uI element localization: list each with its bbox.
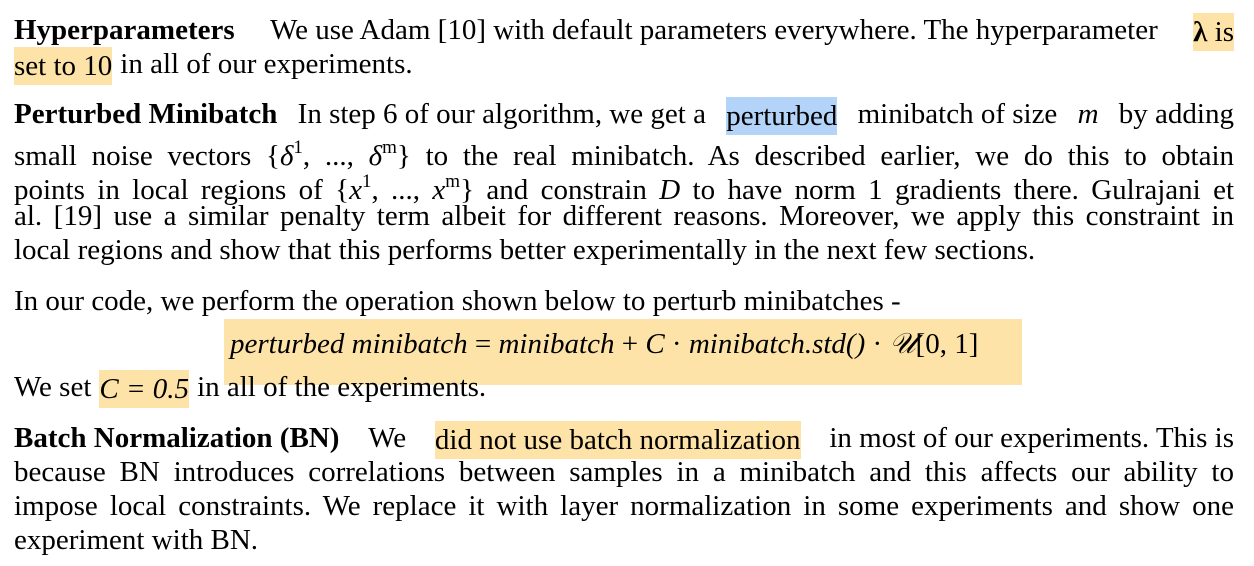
- noise-post: } to the real minibatch. As described earlier, we do this to obtain: [396, 140, 1235, 172]
- perturbed-minibatch-heading: Perturbed Minibatch: [14, 98, 278, 130]
- set-to-10-highlight: set to 10: [14, 47, 112, 85]
- para3-line2: [14, 370, 486, 408]
- para2-line4: [14, 199, 1234, 233]
- para1-line1: [14, 13, 1234, 51]
- para4-line3: [14, 489, 1234, 523]
- lambda-is: is: [1214, 16, 1234, 48]
- para3-line1: [14, 284, 901, 318]
- delta-1-sup: 1: [293, 137, 303, 158]
- x-1: x: [349, 174, 362, 206]
- para4-l1-post: in most of our experiments. This is: [829, 422, 1234, 454]
- lambda-symbol: λ: [1193, 16, 1208, 48]
- batch-normalization-heading: Batch Normalization (BN): [14, 422, 340, 454]
- para2-line1: [14, 97, 1234, 135]
- para2-line5: [14, 233, 1035, 267]
- noise-mid: , ...,: [302, 140, 369, 172]
- var-D: D: [659, 174, 681, 206]
- x-1-sup: 1: [361, 171, 372, 192]
- para1-line2-text: in all of our experiments.: [120, 48, 413, 80]
- para4-l4: experiment with BN.: [14, 524, 259, 556]
- formula-range: [0, 1]: [915, 328, 979, 360]
- points-mid: , ...,: [371, 174, 433, 206]
- points-pre: points in local regions of {: [14, 174, 350, 206]
- para2-l5: local regions and show that this performs better experimentally in the next few sections.: [14, 234, 1036, 266]
- para2-l1-post-a: minibatch of size: [857, 98, 1058, 130]
- c-value-highlight: C = 0.5: [99, 370, 189, 408]
- x-m: x: [432, 174, 446, 206]
- para4-line4: [14, 523, 258, 557]
- delta-1: δ: [279, 140, 294, 172]
- perturbed-highlight: perturbed: [726, 97, 837, 135]
- para4-line2: [14, 455, 1234, 489]
- x-m-sup: m: [445, 171, 461, 192]
- lambda-highlight: [1193, 13, 1234, 51]
- perturb-formula: [230, 327, 978, 361]
- no-bn-highlight: did not use batch normalization: [435, 421, 801, 459]
- formula-minibatch: minibatch: [498, 328, 615, 360]
- para1-text: We use Adam [10] with default parameters everywhere. The hyperparameter: [270, 14, 1158, 46]
- formula-uniform: 𝒰: [889, 328, 916, 360]
- points-post-b: to have norm 1 gradients there. Gulrajani et: [692, 174, 1235, 206]
- formula-c: C: [645, 328, 665, 360]
- para4-l1-pre: We: [368, 422, 407, 454]
- delta-m: δ: [368, 140, 383, 172]
- para1-line2: [14, 47, 413, 85]
- var-m: m: [1077, 98, 1099, 130]
- we-set: We set: [14, 371, 92, 403]
- para4-l3: impose local constraints. We replace it with layer normalization in some experiments and show one: [14, 490, 1234, 522]
- delta-m-sup: m: [382, 137, 397, 158]
- formula-std: minibatch.std(): [688, 328, 866, 360]
- para4-line1: [14, 421, 1234, 459]
- para2-l1-pre: In step 6 of our algorithm, we get a: [297, 98, 706, 130]
- para2-l1-post-b: by adding: [1118, 98, 1234, 130]
- hyperparameters-heading: Hyperparameters: [14, 14, 235, 46]
- noise-pre: small noise vectors {: [14, 140, 280, 172]
- para3-l1: In our code, we perform the operation shown below to perturb minibatches -: [14, 285, 901, 317]
- formula-dot-1: ·: [664, 328, 689, 360]
- formula-plus: +: [614, 328, 646, 360]
- points-post-a: } and constrain: [460, 174, 647, 206]
- para2-l4: al. [19] use a similar penalty term albeit for different reasons. Moreover, we apply this constraint in: [14, 200, 1234, 232]
- para3-l2-post: in all of the experiments.: [197, 371, 487, 403]
- formula-dot-2: ·: [865, 328, 890, 360]
- formula-eq: =: [467, 328, 499, 360]
- para4-l2: because BN introduces correlations between samples in a minibatch and this affects our ability to: [14, 456, 1234, 488]
- formula-lhs: perturbed minibatch: [230, 328, 468, 360]
